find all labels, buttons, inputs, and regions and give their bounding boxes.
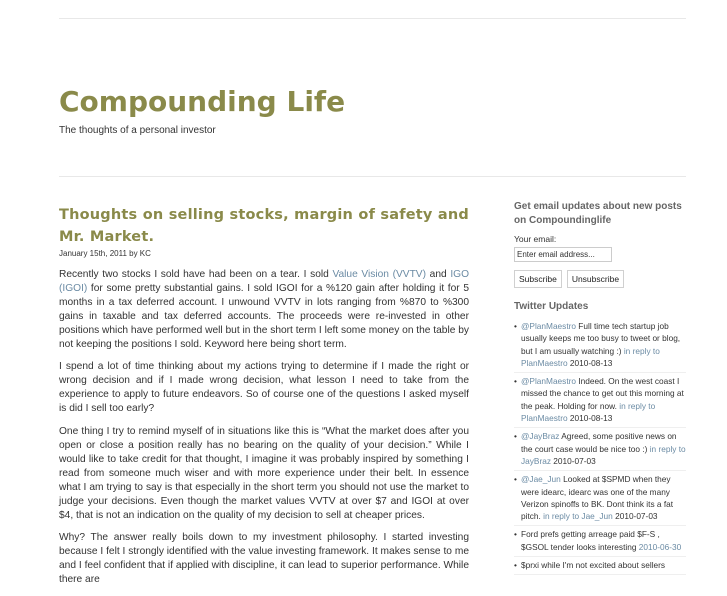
subscription-buttons <box>514 270 686 288</box>
post-title[interactable]: Thoughts on selling stocks, margin of safety and Mr. Market. <box>59 207 469 245</box>
post-body <box>59 268 469 587</box>
tweet-reply-link[interactable]: in reply to PlanMaestro <box>521 345 660 368</box>
tweet-item: • @PlanMaestro Indeed. On the west coast I missed the chance to get out this morning at the peak. Holding for now. in reply to PlanMaestro 2010-08-13 <box>514 375 686 428</box>
tweet-reply-link[interactable]: in reply to Jae_Jun <box>543 511 613 522</box>
tweet-user-link[interactable]: @PlanMaestro <box>521 376 576 387</box>
twitter-updates-heading: Twitter Updates <box>514 301 589 312</box>
igo-link[interactable]: IGO (IGOI) <box>59 269 469 294</box>
unsubscribe-button[interactable]: Unsubscribe <box>567 270 624 288</box>
tweet-item: • @Jae_Jun Looked at $SPMD when they were idearc, idearc was one of the many Verizon spinoffs to BK. Dont think its a fat pitch. in reply to Jae_Jun 2010-07-03 <box>514 473 686 526</box>
post-paragraph: Recently two stocks I sold have had been on a tear. I sold Value Vision (VVTV) and IGO (IGOI) for some pretty substantial gains. I sold IGOI for a %120 gain after holding it for 5 months in a tax deferred account. I unwound VVTV in lots ranging from %870 to %300 gains in taxable and tax deferred accounts. The proceeds were re-invested in other positions which have performed well but in the short term I left some money on the table by not keeping the positions I sold. Keyword here being short term. <box>59 269 469 350</box>
subscribe-button[interactable]: Subscribe <box>514 270 562 288</box>
email-input[interactable] <box>514 247 612 262</box>
top-divider <box>59 18 686 19</box>
tweet-reply-link[interactable]: in reply to PlanMaestro <box>521 400 656 424</box>
email-updates-heading: Get email updates about new posts on Compoundinglife <box>514 201 682 226</box>
value-vision-link[interactable]: Value Vision (VVTV) <box>332 269 426 280</box>
tweet-item: • @PlanMaestro Full time tech startup job usually keeps me too busy to tweet or blog, but I am usually watching :) in reply to PlanMaestro 2010-08-13 <box>514 320 686 373</box>
post-meta: January 15th, 2011 by KC <box>59 249 151 258</box>
tweet-item: • $prxi while I'm not excited about sellers <box>514 559 686 575</box>
post-paragraph: Why? The answer really boils down to my investment philosophy. I started investing because I felt I strongly identified with the value investing framework. It makes sense to me and I feel confident that if applied with discipline, it can lead to superior performance. While there are <box>59 532 469 586</box>
tweet-date-link[interactable]: 2010-06-30 <box>638 541 682 552</box>
header-divider <box>59 176 686 177</box>
tweet-item: • @JayBraz Agreed, some positive news on the court case would be nice too :) in reply to JayBraz 2010-07-03 <box>514 430 686 471</box>
site-tagline: The thoughts of a personal investor <box>59 125 216 136</box>
post-paragraph: One thing I try to remind myself of in situations like this is “What the market does after you open or close a position really has no bearing on the quality of your decision.” While I would like to take credit for that thought, I imagine it was probably inspired by something I read from someone much wiser and with more experience under their belt. In essence what I am trying to say is that especially in the short term you should not use the market to judge your decisions. Even though the market values VVTV at over $7 and IGOI at over $4, that is not an indication on the quality of my decision to sell at cheaper prices. <box>59 426 469 521</box>
tweet-user-link[interactable]: @PlanMaestro <box>521 321 576 331</box>
post-paragraph: I spend a lot of time thinking about my actions trying to determine if I made the right or wrong decision and if I made wrong decision, what lesson I need to take from the experience to apply to future endeavors. So of course one of the questions I asked myself is did I sell too early? <box>59 361 469 415</box>
sidebar <box>514 200 686 577</box>
tweet-user-link[interactable]: @Jae_Jun <box>521 474 561 485</box>
site-title[interactable]: Compounding Life <box>59 85 346 118</box>
post-article <box>59 204 469 596</box>
email-label: Your email: <box>514 234 557 244</box>
tweet-user-link[interactable]: @JayBraz <box>521 431 560 442</box>
tweet-list <box>514 320 686 575</box>
tweet-item: • Ford prefs getting arreage paid $F-S , $GSOL tender looks interesting 2010-06-30 <box>514 528 686 557</box>
tweet-reply-link[interactable]: in reply to JayBraz <box>521 443 686 466</box>
